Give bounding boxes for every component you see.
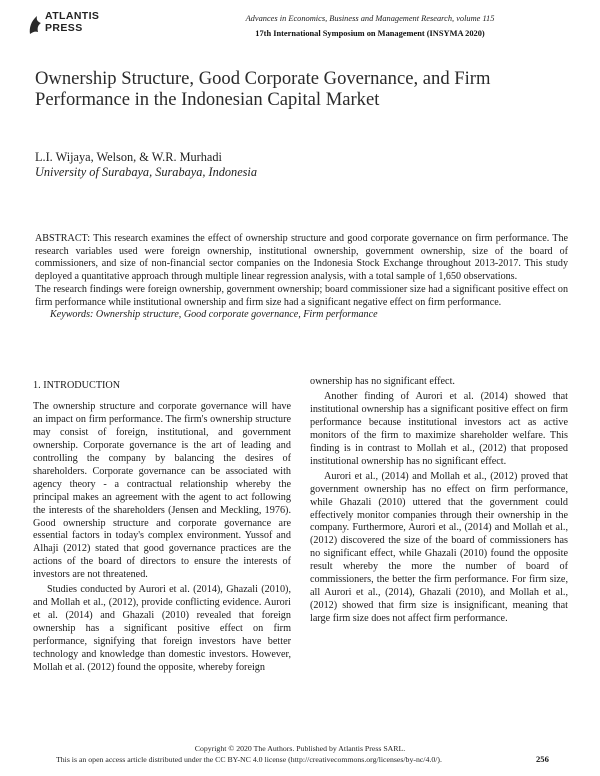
- body-paragraph: Another finding of Aurori et al. (2014) showed that institutional ownership has a significant positive effect on firm performance because institutional investors act as active monitors of the firm to maximize shareholder welfare. This finding is in contrast to Mollah et al., (2012) that proposed institutional ownership has no significant effect.: [310, 390, 568, 467]
- journal-header: Advances in Economics, Business and Management Research, volume 115: [245, 14, 495, 23]
- abstract-block: [35, 233, 568, 322]
- footer-license: This is an open access article distributed under the CC BY-NC 4.0 license (http://creativecommons.org/licenses/by-nc/4.0/).: [56, 755, 442, 764]
- body-paragraph: ownership has no significant effect.: [310, 376, 455, 387]
- publisher-logo: [28, 11, 138, 41]
- body-paragraph: Studies conducted by Aurori et al. (2014), Ghazali (2010), and Mollah et al., (2012), provide conflicting evidence. Aurori et al. (2014) and Ghazali (2010) revealed that foreign ownership has a significant positive effect on firm performance, signifying that foreign investors have better technology and knowledge than domestic investors. However, Mollah et al. (2012) found the opposite, whereby foreign: [33, 584, 291, 674]
- logo-wordmark: [45, 11, 99, 34]
- abstract-findings: The research findings were foreign ownership, government ownership; board commissioner size had a significant positive effect on firm performance while institutional ownership and firm size had a significant negative effect on firm performance.: [35, 283, 568, 308]
- section-heading-introduction: 1. INTRODUCTION: [33, 380, 121, 391]
- paper-title: Ownership Structure, Good Corporate Governance, and Firm Performance in the Indonesian Capital Market: [35, 68, 491, 110]
- keywords-line: [35, 309, 568, 322]
- logo-line-2: PRESS: [45, 21, 83, 34]
- keywords-list: : Ownership structure, Good corporate governance, Firm performance: [90, 309, 378, 321]
- body-column-right: [310, 376, 568, 626]
- conference-header: 17th International Symposium on Management (INSYMA 2020): [255, 29, 485, 38]
- page-number: 256: [536, 754, 549, 764]
- logo-line-1: ATLANTIS: [45, 10, 100, 22]
- atlantis-mark-icon: [28, 14, 44, 36]
- paper-affiliation: University of Surabaya, Surabaya, Indonesia: [35, 165, 257, 179]
- footer-copyright: Copyright © 2020 The Authors. Published by Atlantis Press SARL.: [194, 744, 406, 753]
- body-paragraph: Aurori et al., (2014) and Mollah et al., (2012) proved that government ownership has no effect on firm performance, while Ghazali (2010) uttered that the government could effectively monitor companies through their ownership in the company. Furthermore, Aurori et al., (2014) and Mollah et al., (2012) discovered the size of the board of commissioners has no significant effect, while Ghazali (2010) found the opposite result whereby the more the number of board of commissioners, the better the firm performance. For firm size, all Aurori et al., (2014), Ghazali (2010), and Mollah et al., (2012) showed that firm size is insignificant, meaning that large firm size does not affect firm performance.: [310, 470, 568, 625]
- body-column-left: [33, 380, 291, 675]
- abstract-paragraph: ABSTRACT: This research examines the effect of ownership structure and good corporate governance on firm performance. The research variables used were foreign ownership, institutional ownership, government ownership, size of the board of commissioners, and size of non-financial sector companies on the Indonesia Stock Exchange throughout 2013-2017. This study deployed a quantitative approach through multiple linear regression analysis, with a total sample of 1,650 observations.: [35, 233, 568, 283]
- paper-authors: L.I. Wijaya, Welson, & W.R. Murhadi: [35, 150, 222, 164]
- keywords-label: Keywords: [50, 309, 91, 321]
- body-paragraph: The ownership structure and corporate governance will have an impact on firm performance. The firm's ownership structure may consist of foreign, institutional, and government ownership. Corporate governance is the art of leading and controlling the company by balancing the desires of shareholders. Corporate governance can be associated with agency theory - a contractual relationship whereby the principal makes an agreement with the agent to act following the interests of the shareholders (Jensen and Meckling, 1976). Good ownership structure and corporate governance are essential factors in today's complex environment. Yussof and Alhaji (2012) stated that good governance practices are the actions of the board of directors to ensure the interests of investors are not threatened.: [33, 400, 291, 581]
